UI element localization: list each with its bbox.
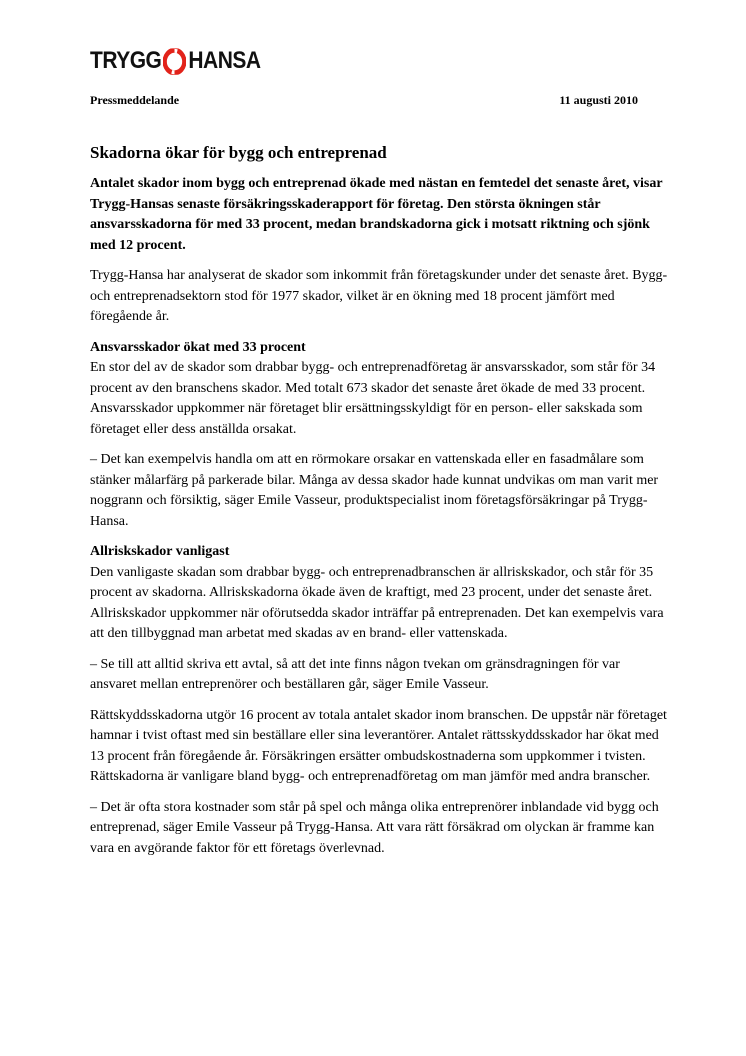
section-liability [90,338,670,441]
section-allrisk-body: Den vanligaste skadan som drabbar bygg- och entreprenadbranschen är allriskskador, och står för 35 procent av skadorna. Allriskskadorna ökade även de kraftigt, med 23 procent, under det senaste året. Allriskskador uppkommer när oförutsedda skador inträffar på entreprenaden. Det kan exempelvis vara att den tillbyggnad man arbetat med skadas av en brand- eller vattenskada. [90,564,664,641]
quote-second: – Se till att alltid skriva ett avtal, så att det inte finns någon tvekan om gränsdragningen för var ansvaret mellan entreprenörer och beställaren går, säger Emile Vasseur. [90,656,620,692]
article-title: Skadorna ökar för bygg och entreprenad [90,143,387,162]
lifebuoy-icon [163,48,186,74]
section-allrisk-heading: Allriskskador vanligast [90,544,230,559]
section-liability-heading: Ansvarsskador ökat med 33 procent [90,339,306,355]
section-allrisk [90,542,670,645]
quote-first: – Det kan exempelvis handla om att en rörmokare orsakar en vattenskada eller en fasadmålare som stänker målarfärg på parkerade bilar. Många av dessa skador hade kunnat undvikas om man varit mer noggrann och försiktig, säger Emile Vasseur, produktspecialist inom företagsförsäkringar på Trygg-Hansa. [90,452,659,529]
article-body [90,143,670,869]
article-lead: Antalet skador inom bygg och entreprenad ökade med nästan en femtedel det senaste året, visar Trygg-Hansas senaste försäkringsskaderapport för företag. Den största ökningen står ansvarsskadorna för med 33 procent, medan brandskadorna gick i motsatt riktning och sjönk med 12 procent. [90,176,663,253]
quote-third: – Det är ofta stora kostnader som står på spel och många olika entreprenörer inblandade vid bygg och entreprenad, säger Emile Vasseur på Trygg-Hansa. Att vara rätt försäkrad om olyckan är framme kan vara en avgörande faktor för ett företags överlevnad. [90,799,659,856]
document-date: 11 augusti 2010 [559,93,638,107]
paragraph-intro: Trygg-Hansa har analyserat de skador som inkommit från företagskunder under det senaste året. Bygg- och entreprenadsektorn stod för 1977 skador, vilket är en ökning med 18 procent jämfört med föregående år. [90,268,668,324]
logo-text-right: HANSA [188,47,261,74]
logo-text-left: TRYGG [90,47,162,74]
company-logo [90,45,261,77]
section-liability-body: En stor del av de skador som drabbar bygg- och entreprenadföretag är ansvarsskador, som står för 34 procent av den branschens skador. Med totalt 673 skador det senaste året ökade de med 33 procent. Ansvarsskador uppkommer när företaget blir ersättningsskyldigt för en person- eller sakskada som företaget eller dess anställda orsakat. [90,360,656,437]
document-type: Pressmeddelande [90,93,180,107]
paragraph-legal: Rättskyddsskadorna utgör 16 procent av totala antalet skador inom branschen. De uppstår när företaget hamnar i tvist oftast med sin beställare eller sina leverantörer. Antalet rättsskyddsskador har ökat med 13 procent från föregående år. Försäkringen ersätter ombudskostnaderna som uppkommer i tvisten. Rättskadorna är vanligare bland bygg- och entreprenadföretag om man jämför med andra branscher. [90,707,667,784]
